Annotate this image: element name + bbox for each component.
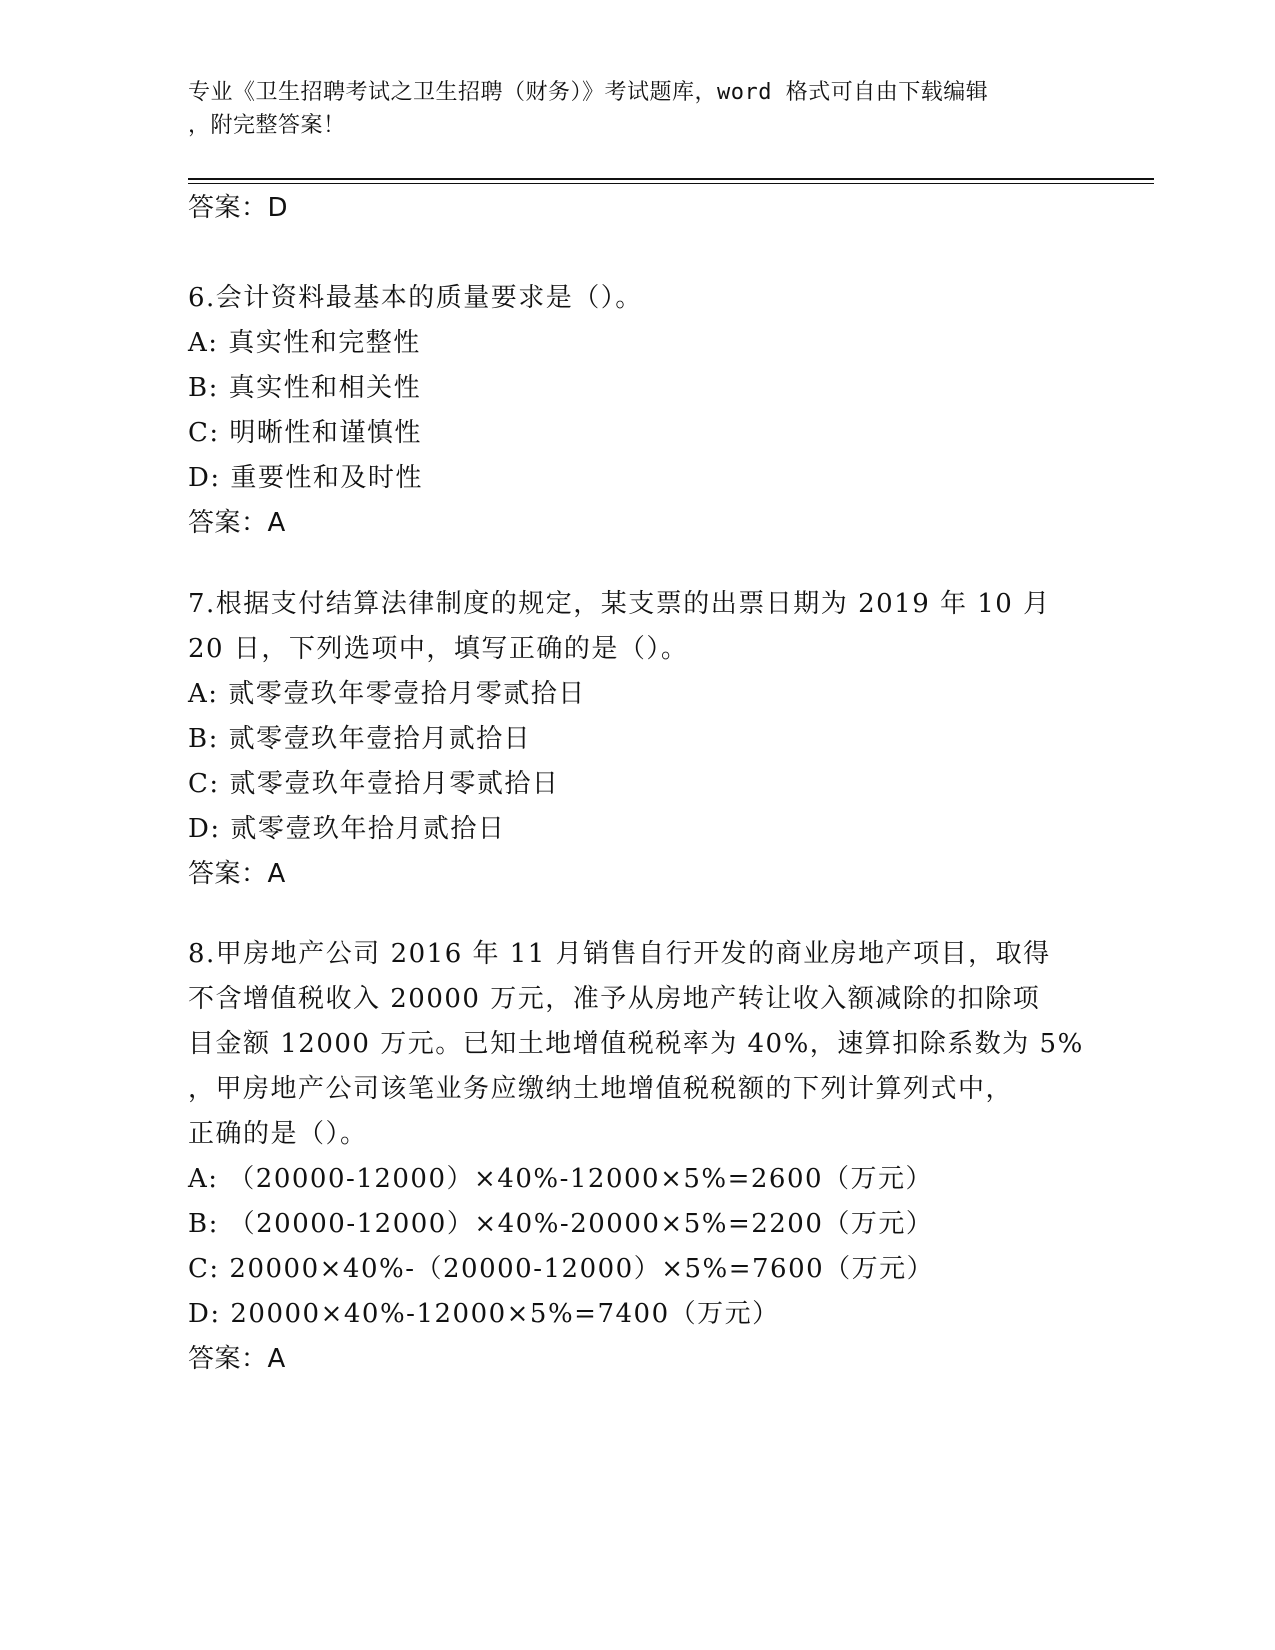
answer-label: 答案：A <box>188 859 286 889</box>
question-6 <box>188 276 1068 546</box>
question-stem: 8.甲房地产公司 2016 年 11 月销售自行开发的商业房地产项目，取得 <box>188 939 1051 969</box>
option-c: C: 20000×40%-（20000-12000）×5%=7600（万元） <box>188 1254 935 1284</box>
option-a: A: 贰零壹玖年零壹拾月零贰拾日 <box>188 679 586 709</box>
question-8 <box>188 932 1084 1382</box>
question-7 <box>188 582 1068 897</box>
answer-label: 答案：D <box>188 193 289 223</box>
header-rule-thick <box>188 178 1154 180</box>
header-rule-thin <box>188 183 1154 184</box>
previous-answer-block <box>188 186 1068 231</box>
question-stem: ，甲房地产公司该笔业务应缴纳土地增值税税额的下列计算列式中， <box>188 1074 1014 1104</box>
option-d: D: 贰零壹玖年拾月贰拾日 <box>188 814 506 844</box>
question-stem: 正确的是（）。 <box>188 1119 368 1149</box>
option-c: C: 贰零壹玖年壹拾月零贰拾日 <box>188 769 560 799</box>
option-d: D: 重要性和及时性 <box>188 463 423 493</box>
answer-label: 答案：A <box>188 508 286 538</box>
option-a: A: （20000-12000）×40%-12000×5%=2600（万元） <box>188 1164 934 1194</box>
question-stem: 目金额 12000 万元。已知土地增值税税率为 40%，速算扣除系数为 5% <box>188 1029 1084 1059</box>
question-stem: 20 日，下列选项中，填写正确的是（）。 <box>188 634 689 664</box>
question-stem: 6.会计资料最基本的质量要求是（）。 <box>188 283 643 313</box>
question-stem: 不含增值税收入 20000 万元，准予从房地产转让收入额减除的扣除项 <box>188 984 1041 1014</box>
header-line-1: 专业《卫生招聘考试之卫生招聘（财务）》考试题库，word 格式可自由下载编辑 <box>188 80 989 105</box>
option-b: B: 贰零壹玖年壹拾月贰拾日 <box>188 724 532 754</box>
option-c: C: 明晰性和谨慎性 <box>188 418 422 448</box>
question-stem: 7.根据支付结算法律制度的规定，某支票的出票日期为 2019 年 10 月 <box>188 589 1051 619</box>
document-header <box>188 76 1068 142</box>
answer-label: 答案：A <box>188 1344 286 1374</box>
header-line-2: ，附完整答案！ <box>188 113 346 138</box>
option-a: A: 真实性和完整性 <box>188 328 421 358</box>
option-d: D: 20000×40%-12000×5%=7400（万元） <box>188 1299 780 1329</box>
option-b: B: 真实性和相关性 <box>188 373 422 403</box>
option-b: B: （20000-12000）×40%-20000×5%=2200（万元） <box>188 1209 934 1239</box>
